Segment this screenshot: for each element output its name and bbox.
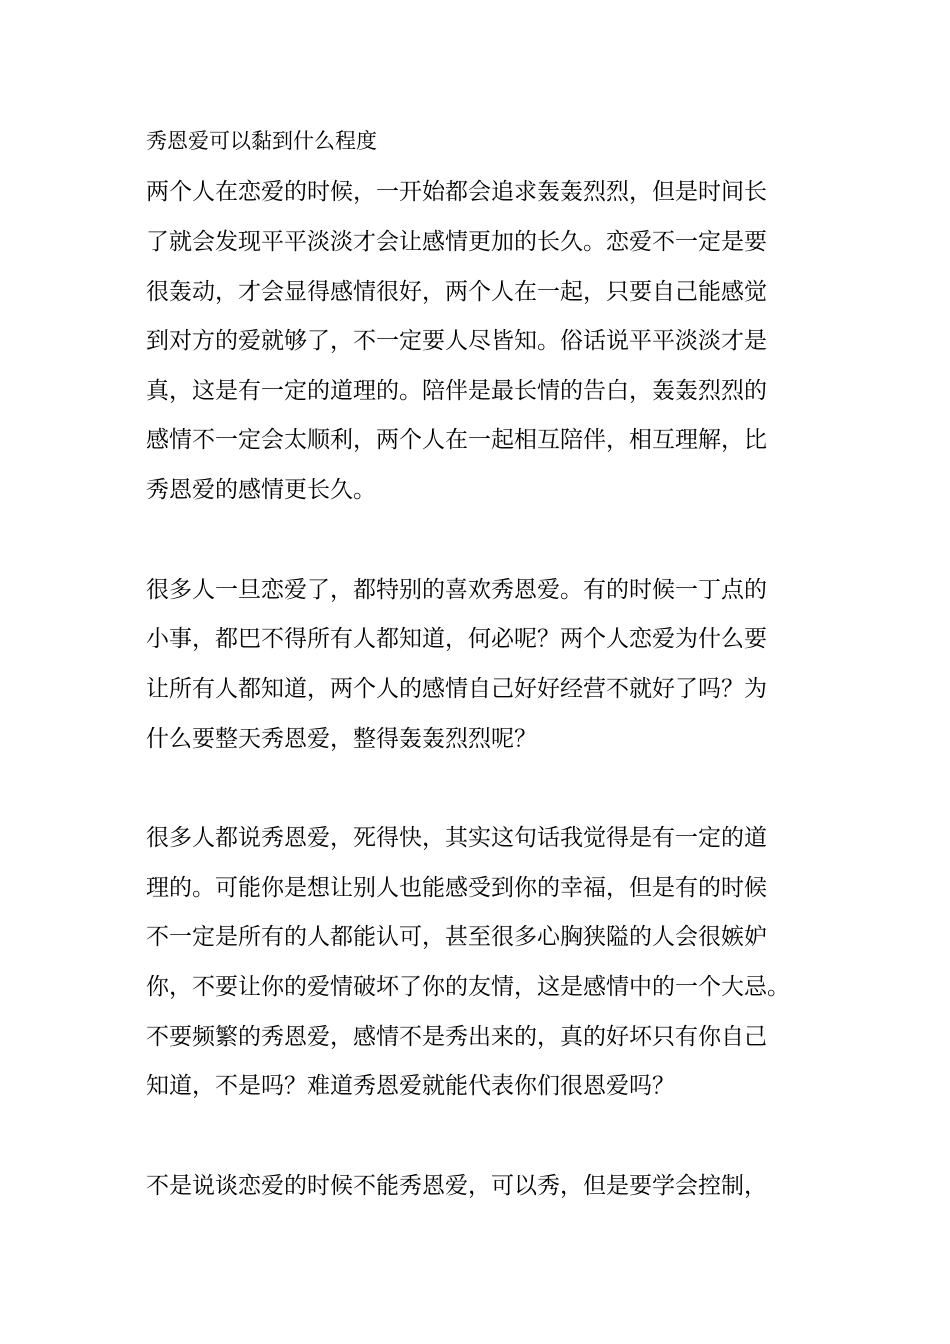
paragraph-1-line-4: 到对方的爱就够了，不一定要人尽皆知。俗话说平平淡淡才是 bbox=[146, 328, 767, 354]
paragraph-2-line-1: 很多人一旦恋爱了，都特别的喜欢秀恩爱。有的时候一丁点的 bbox=[146, 577, 767, 603]
paragraph-3-line-4: 你，不要让你的爱情破坏了你的友情，这是感情中的一个大忌。 bbox=[146, 974, 790, 1000]
paragraph-1-line-7: 秀恩爱的感情更长久。 bbox=[146, 477, 376, 503]
paragraph-3-line-5: 不要频繁的秀恩爱，感情不是秀出来的，真的好坏只有你自己 bbox=[146, 1024, 767, 1050]
paragraph-1-line-2: 了就会发现平平淡淡才会让感情更加的长久。恋爱不一定是要 bbox=[146, 229, 767, 255]
paragraph-2-line-3: 让所有人都知道，两个人的感情自己好好经营不就好了吗？为 bbox=[146, 676, 767, 702]
paragraph-2-line-2: 小事，都巴不得所有人都知道，何必呢？两个人恋爱为什么要 bbox=[146, 626, 767, 652]
paragraph-3-line-3: 不一定是所有的人都能认可，甚至很多心胸狭隘的人会很嫉妒 bbox=[146, 924, 767, 950]
paragraph-3-line-6: 知道，不是吗？难道秀恩爱就能代表你们很恩爱吗？ bbox=[146, 1073, 675, 1099]
document-title: 秀恩爱可以黏到什么程度 bbox=[146, 129, 377, 153]
paragraph-2-line-4: 什么要整天秀恩爱，整得轰轰烈烈呢？ bbox=[146, 726, 537, 752]
paragraph-1-line-3: 很轰动，才会显得感情很好，两个人在一起，只要自己能感觉 bbox=[146, 279, 767, 305]
paragraph-1-line-6: 感情不一定会太顺利，两个人在一起相互陪伴，相互理解，比 bbox=[146, 427, 767, 453]
paragraph-1-line-1: 两个人在恋爱的时候，一开始都会追求轰轰烈烈，但是时间长 bbox=[146, 179, 767, 205]
paragraph-4-line-1: 不是说谈恋爱的时候不能秀恩爱，可以秀，但是要学会控制， bbox=[146, 1173, 767, 1199]
paragraph-3-line-1: 很多人都说秀恩爱，死得快，其实这句话我觉得是有一定的道 bbox=[146, 825, 767, 851]
paragraph-3-line-2: 理的。可能你是想让别人也能感受到你的幸福，但是有的时候 bbox=[146, 875, 767, 901]
paragraph-1-line-5: 真，这是有一定的道理的。陪伴是最长情的告白，轰轰烈烈的 bbox=[146, 378, 767, 404]
